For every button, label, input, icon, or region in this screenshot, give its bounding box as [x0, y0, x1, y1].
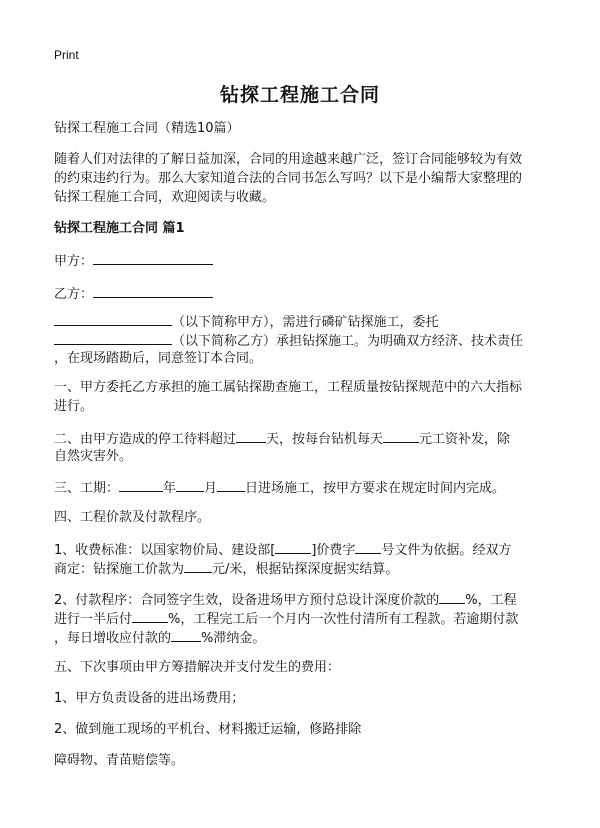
- text: 2、付款程序：合同签字生效，设备进场甲方预付总设计深度价款的: [54, 593, 440, 608]
- blank: [132, 608, 168, 623]
- item1: 1、甲方负责设备的进出场费用；: [54, 691, 245, 706]
- text: %，工程完工后一个月内一次性付清所有工程款。若逾期付款: [168, 612, 519, 627]
- payment-line-2: [54, 608, 560, 629]
- intro-line-3: 钻探工程施工合同，欢迎阅读与收藏。: [54, 190, 276, 205]
- blank: [275, 539, 311, 554]
- text: 商定：钻探施工价款为: [54, 562, 185, 577]
- blank: [184, 558, 212, 573]
- text: 年: [163, 481, 177, 496]
- text: 元工资补发，除: [419, 432, 511, 447]
- blank: [54, 311, 172, 326]
- party-b-blank: [93, 283, 213, 298]
- blank: [355, 539, 381, 554]
- fee-line-2: [54, 558, 560, 579]
- text: 进行一半后付: [54, 612, 133, 627]
- text: 三、工期：: [54, 481, 120, 496]
- print-label: Print: [54, 48, 79, 62]
- text: 1、收费标准：以国家物价局、建设部[: [54, 543, 276, 558]
- intro-line-1: 随着人们对法律的了解日益加深，合同的用途越来越广泛，签订合同能够较为有效: [54, 152, 523, 167]
- text: 元/米，根据钻探深度据实结算。: [212, 562, 399, 577]
- section-heading: 钻探工程施工合同 篇1: [54, 221, 185, 236]
- party-a-label: 甲方：: [54, 254, 94, 269]
- blank: [236, 428, 266, 443]
- text: 月: [204, 481, 218, 496]
- para1-line-2: [54, 330, 560, 351]
- blank: [119, 477, 163, 492]
- payment-line-1: [54, 589, 560, 610]
- party-a-line: [54, 250, 560, 271]
- clause4: 四、工程价款及付款程序。: [54, 510, 211, 525]
- text: ]价费字: [311, 543, 356, 558]
- party-b-line: [54, 283, 560, 304]
- clause2-line-1: [54, 428, 560, 449]
- blank: [176, 477, 204, 492]
- text: 日进场施工，按甲方要求在规定时间内完成。: [245, 481, 506, 496]
- intro-line-2: 的约束违约行为。那么大家知道合法的合同书怎么写吗？以下是小编帮大家整理的: [54, 171, 523, 186]
- page-title: 钻探工程施工合同: [219, 84, 380, 106]
- blank: [171, 627, 201, 642]
- blank: [383, 428, 419, 443]
- subtitle: 钻探工程施工合同（精选10篇）: [54, 121, 240, 136]
- clause2-line-2: 自然灾害外。: [54, 449, 133, 464]
- text: 号文件为依据。经双方: [381, 543, 512, 558]
- blank: [217, 477, 245, 492]
- blank: [439, 589, 465, 604]
- clause3-line: [54, 477, 560, 498]
- text: 二、由甲方造成的停工待料超过: [54, 432, 237, 447]
- party-a-blank: [93, 250, 213, 265]
- para1-line-1: [54, 311, 560, 332]
- clause1-line-2: 进行。: [54, 399, 94, 414]
- text: ，每日增收应付款的: [54, 631, 172, 646]
- para1-line-3: ，在现场踏勘后，同意签订本合同。: [54, 351, 263, 366]
- text: %，工程: [465, 593, 517, 608]
- text: 天，按每台钻机每天: [266, 432, 384, 447]
- text: %滞纳金。: [201, 631, 266, 646]
- clause5: 五、下次事项由甲方筹措解决并支付发生的费用：: [54, 660, 341, 675]
- payment-line-3: [54, 627, 560, 648]
- fee-line-1: [54, 539, 560, 560]
- item2: 2、做到施工现场的平机台、材料搬迁运输，修路排除: [54, 722, 362, 737]
- clause1-line-1: 一、甲方委托乙方承担的施工属钻探勘查施工，工程质量按钻探规范中的六大指标: [54, 380, 523, 395]
- item2-continued: 障碍物、青苗赔偿等。: [54, 753, 185, 768]
- para1-text-2: （以下简称乙方）承担钻探施工。为明确双方经济、技术责任: [172, 334, 524, 349]
- blank: [54, 330, 172, 345]
- party-b-label: 乙方：: [54, 287, 94, 302]
- para1-text-1: （以下简称甲方），需进行磷矿钻探施工，委托: [172, 315, 439, 330]
